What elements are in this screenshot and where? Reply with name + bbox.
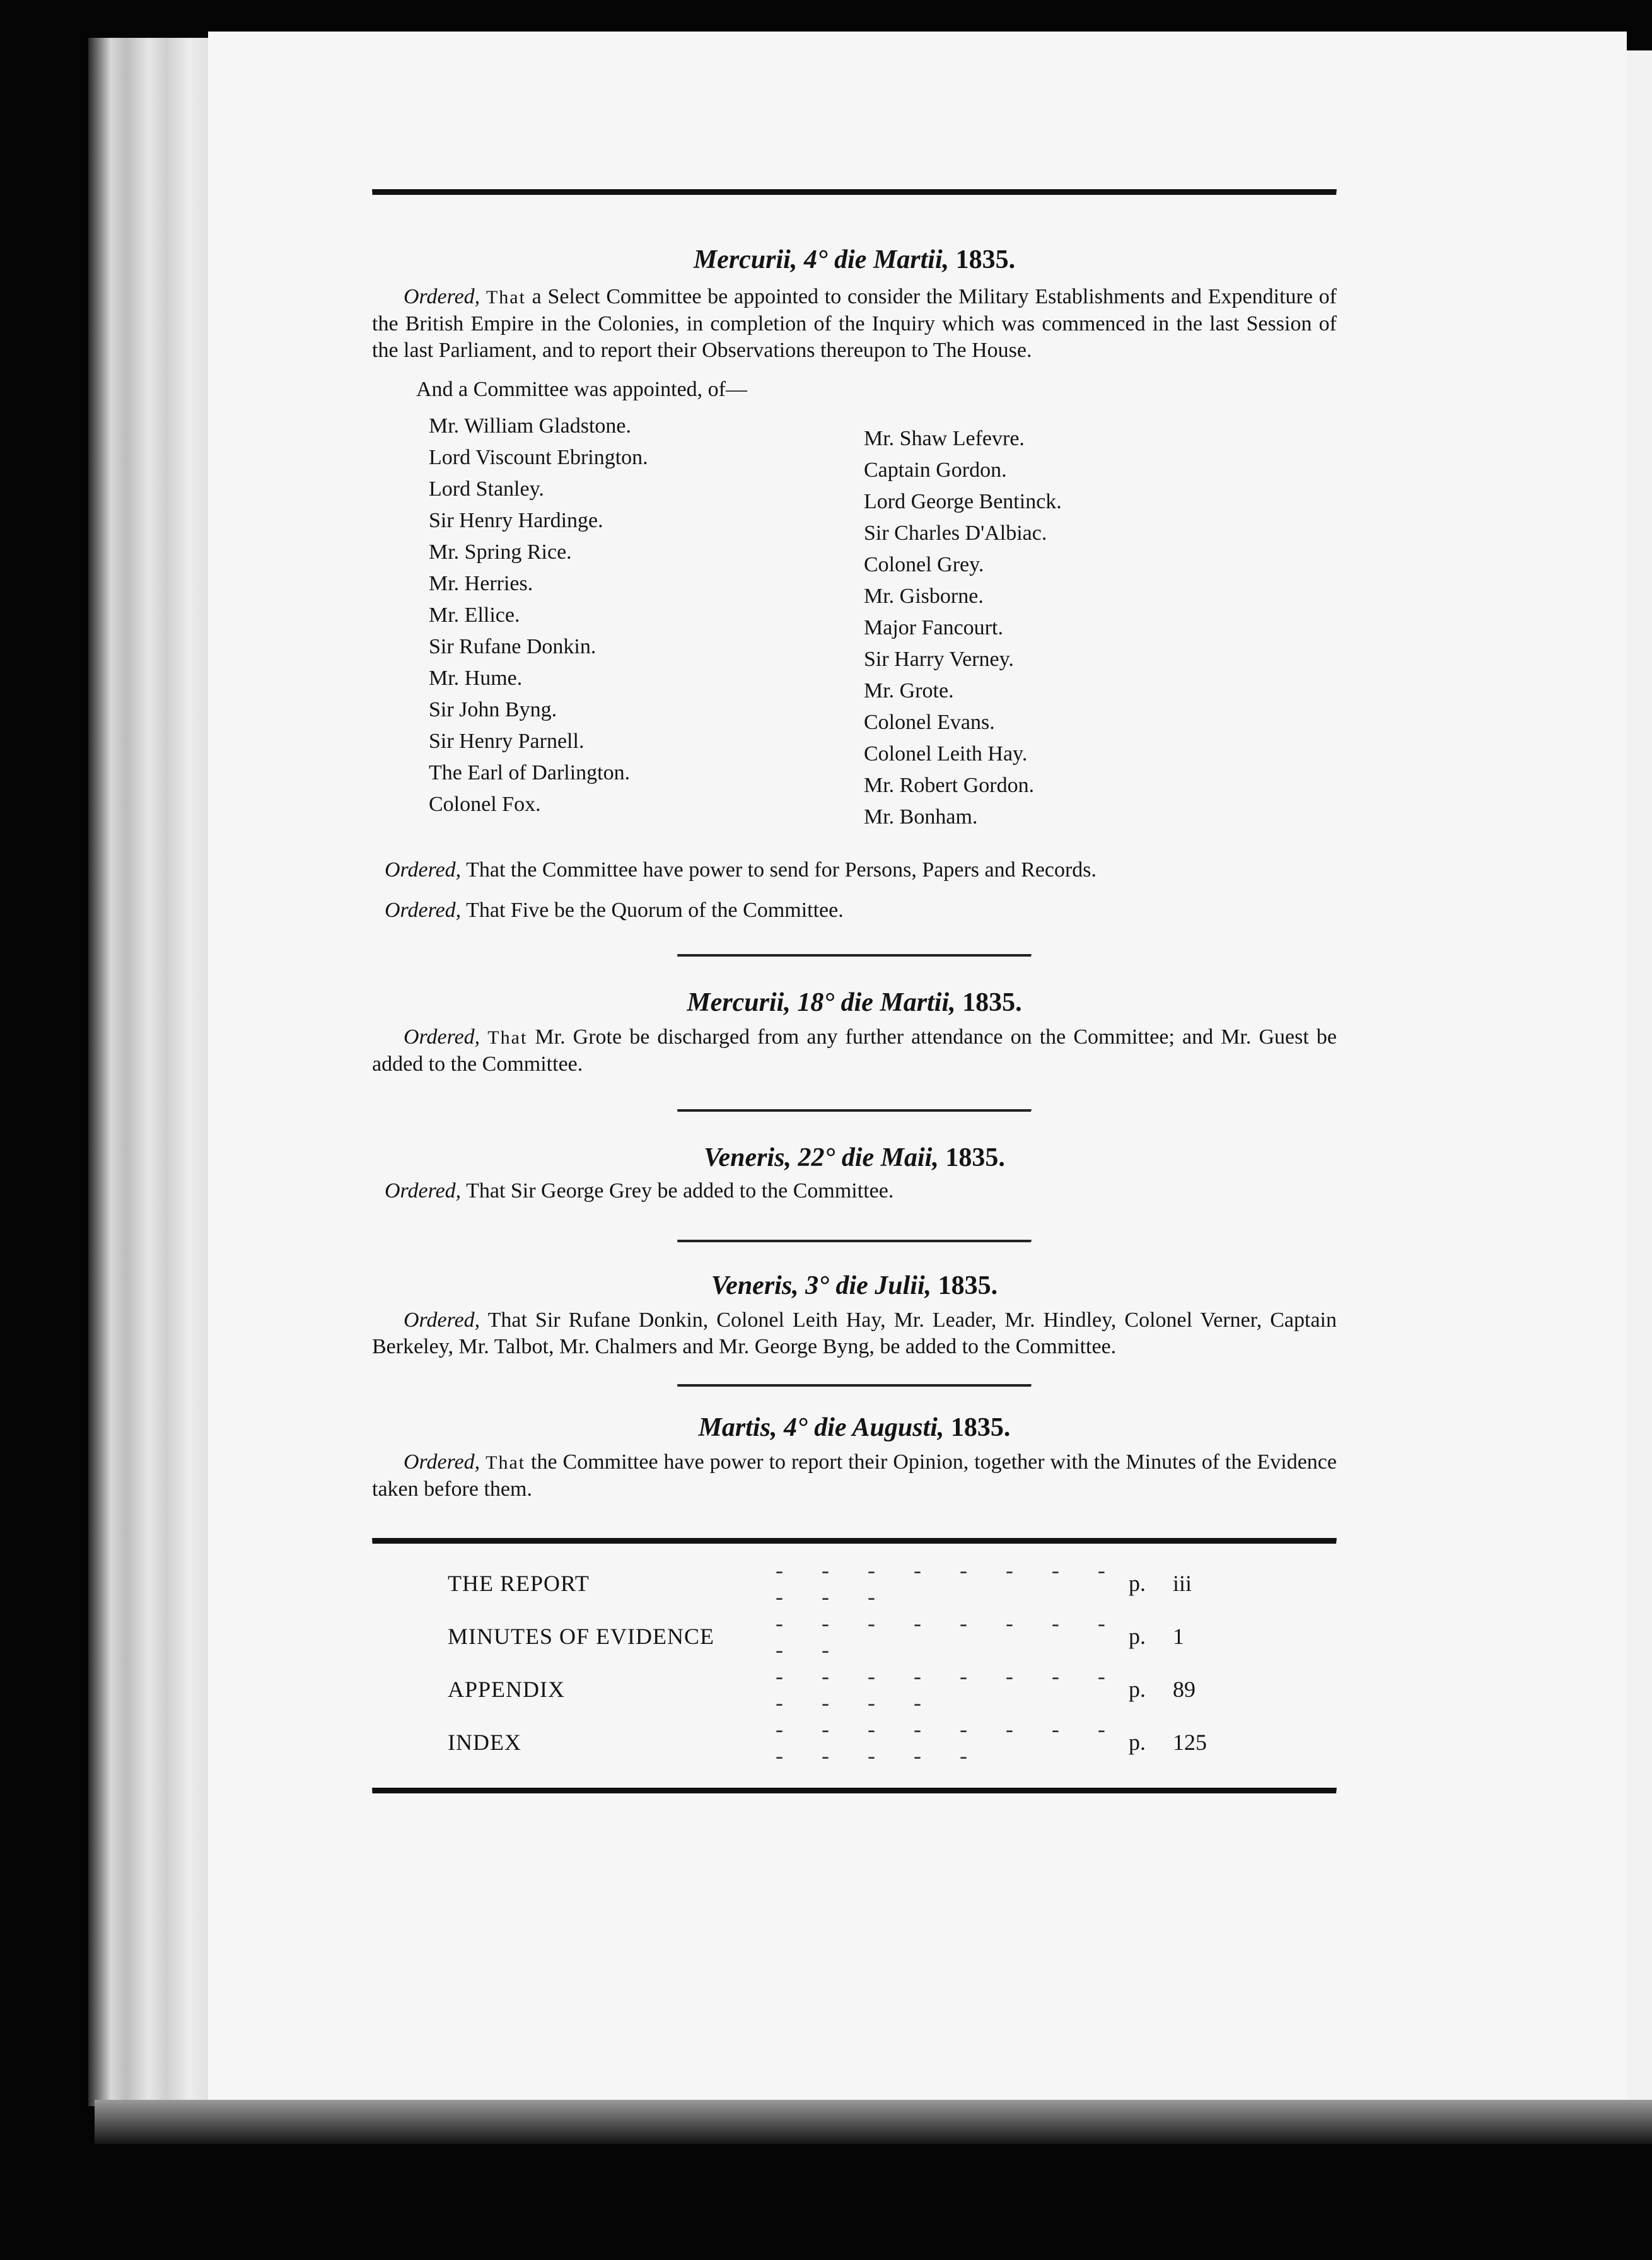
- order-report-opinion: [372, 1449, 1337, 1503]
- member-name: Mr. Spring Rice.: [429, 540, 572, 564]
- contents-page-number: 1: [1173, 1624, 1184, 1649]
- member-name: Colonel Leith Hay.: [864, 742, 1028, 766]
- member-name: Mr. Grote.: [864, 679, 954, 702]
- heading-22-may: [372, 1143, 1337, 1173]
- member-name: Colonel Evans.: [864, 711, 995, 734]
- that-smallcaps: That: [486, 1452, 526, 1473]
- heading-18-march: [372, 987, 1337, 1018]
- page-content: [372, 189, 1337, 1794]
- member-name: Mr. Gisborne.: [864, 585, 984, 608]
- member-name: Mr. Herries.: [429, 572, 533, 595]
- member-name: Major Fancourt.: [864, 616, 1003, 639]
- heading-date: Mercurii, 4° die Martii,: [693, 245, 950, 274]
- contents-leader: - - - - - - - - - - -: [776, 1558, 1122, 1609]
- contents-row: [448, 1716, 1248, 1769]
- member-name: Sir Henry Parnell.: [429, 730, 585, 753]
- heading-date: Martis, 4° die Augusti,: [698, 1413, 945, 1442]
- order-add-grey: [372, 1178, 1337, 1204]
- member-name: Sir Henry Hardinge.: [429, 509, 603, 532]
- top-rule: [372, 189, 1337, 195]
- heading-date: Veneris, 22° die Maii,: [704, 1143, 939, 1172]
- contents-table: [448, 1557, 1248, 1769]
- heading-4-march: [372, 245, 1337, 275]
- ordered-label: Ordered,: [385, 1179, 462, 1203]
- member-name: Colonel Grey.: [864, 553, 984, 576]
- section-divider: [677, 1384, 1032, 1387]
- contents-bottom-rule: [372, 1788, 1337, 1794]
- section-divider: [677, 1109, 1032, 1112]
- heading-3-july: [372, 1271, 1337, 1301]
- contents-page-number: 125: [1173, 1730, 1207, 1755]
- contents-title: THE REPORT: [448, 1571, 590, 1596]
- contents-leader: - - - - - - - - - - - -: [776, 1663, 1122, 1715]
- member-name: Lord George Bentinck.: [864, 490, 1062, 513]
- that-smallcaps: That: [487, 1027, 528, 1048]
- member-name: Sir Harry Verney.: [864, 648, 1014, 671]
- order-text: That Five be the Quorum of the Committee.: [466, 899, 844, 922]
- order-text: That Sir Rufane Donkin, Colonel Leith Hay, Mr. Leader, Mr. Hindley, Colonel Verner, Captain Berkeley, Mr. Talbot, Mr. Chalmers and Mr. George Byng, be added to the Committee.: [372, 1308, 1337, 1358]
- contents-page-abbrev: p.: [1129, 1677, 1146, 1702]
- member-list: [372, 411, 1337, 833]
- member-name: Sir John Byng.: [429, 698, 557, 721]
- that-smallcaps: That: [486, 287, 526, 308]
- page-bottom-shadow: [95, 2100, 1652, 2144]
- contents-leader: - - - - - - - - - - - - -: [776, 1716, 1122, 1768]
- member-name: Mr. William Gladstone.: [429, 414, 631, 438]
- member-name: Mr. Shaw Lefevre.: [864, 427, 1025, 450]
- order-text: That Sir George Grey be added to the Committee.: [466, 1179, 894, 1203]
- member-name: Lord Viscount Ebrington.: [429, 446, 648, 469]
- section-divider: [677, 954, 1032, 957]
- heading-year: 1835.: [950, 1413, 1011, 1442]
- heading-year: 1835.: [938, 1271, 998, 1300]
- order-text: That the Committee have power to send for Persons, Papers and Records.: [466, 858, 1097, 882]
- member-name: Lord Stanley.: [429, 477, 544, 501]
- heading-year: 1835.: [955, 245, 1016, 274]
- contents-row: [448, 1610, 1248, 1663]
- heading-year: 1835.: [945, 1143, 1005, 1172]
- ordered-label: Ordered,: [385, 858, 462, 882]
- heading-date: Mercurii, 18° die Martii,: [687, 988, 956, 1017]
- member-name: Mr. Ellice.: [429, 603, 520, 627]
- order-text: the Committee have power to report their Opinion, together with the Minutes of the Evidence taken before them.: [372, 1450, 1337, 1501]
- ordered-label: Ordered,: [404, 1308, 480, 1332]
- member-name: Mr. Hume.: [429, 667, 523, 690]
- order-appoint-committee: [372, 284, 1337, 364]
- member-name: Mr. Robert Gordon.: [864, 774, 1035, 797]
- member-name: Captain Gordon.: [864, 458, 1007, 482]
- contents-row: [448, 1557, 1248, 1610]
- section-divider: [677, 1240, 1032, 1243]
- ordered-label: Ordered,: [385, 899, 462, 922]
- heading-year: 1835.: [962, 988, 1022, 1017]
- ordered-label: Ordered,: [404, 1450, 480, 1474]
- member-column-left: [429, 411, 864, 833]
- contents-title: MINUTES OF EVIDENCE: [448, 1624, 714, 1649]
- heading-date: Veneris, 3° die Julii,: [711, 1271, 932, 1300]
- member-name: Mr. Bonham.: [864, 805, 978, 829]
- member-name: Colonel Fox.: [429, 793, 541, 816]
- contents-page-number: iii: [1173, 1571, 1192, 1596]
- contents-row: [448, 1663, 1248, 1716]
- order-quorum: [372, 897, 1337, 924]
- member-name: Sir Rufane Donkin.: [429, 635, 596, 658]
- order-text: a Select Committee be appointed to consider the Military Establishments and Expenditure of the British Empire in the Colonies, in completion of the Inquiry which was commenced in the last Session of the last Parliament, and to report their Observations thereupon to The House.: [372, 285, 1337, 362]
- contents-leader: - - - - - - - - - -: [776, 1611, 1122, 1662]
- contents-title: INDEX: [448, 1730, 521, 1755]
- order-text: Mr. Grote be discharged from any further attendance on the Committee; and Mr. Guest be added to the Committee.: [372, 1025, 1337, 1076]
- order-power-papers: [372, 857, 1337, 883]
- contents-page-abbrev: p.: [1129, 1730, 1146, 1755]
- contents-page-abbrev: p.: [1129, 1624, 1146, 1649]
- committee-appointed-line: And a Committee was appointed, of—: [416, 378, 748, 401]
- contents-page-abbrev: p.: [1129, 1571, 1146, 1596]
- contents-title: APPENDIX: [448, 1677, 566, 1702]
- member-name: The Earl of Darlington.: [429, 761, 631, 784]
- member-name: Sir Charles D'Albiac.: [864, 521, 1047, 545]
- ordered-label: Ordered,: [404, 1025, 480, 1049]
- contents-page-number: 89: [1173, 1677, 1195, 1702]
- order-discharge-grote: [372, 1024, 1337, 1078]
- book-edge: [88, 38, 214, 2106]
- member-column-right: [864, 423, 1062, 833]
- contents-top-rule: [372, 1538, 1337, 1544]
- ordered-label: Ordered,: [404, 285, 480, 308]
- order-add-members-july: [372, 1307, 1337, 1360]
- heading-4-august: [372, 1412, 1337, 1443]
